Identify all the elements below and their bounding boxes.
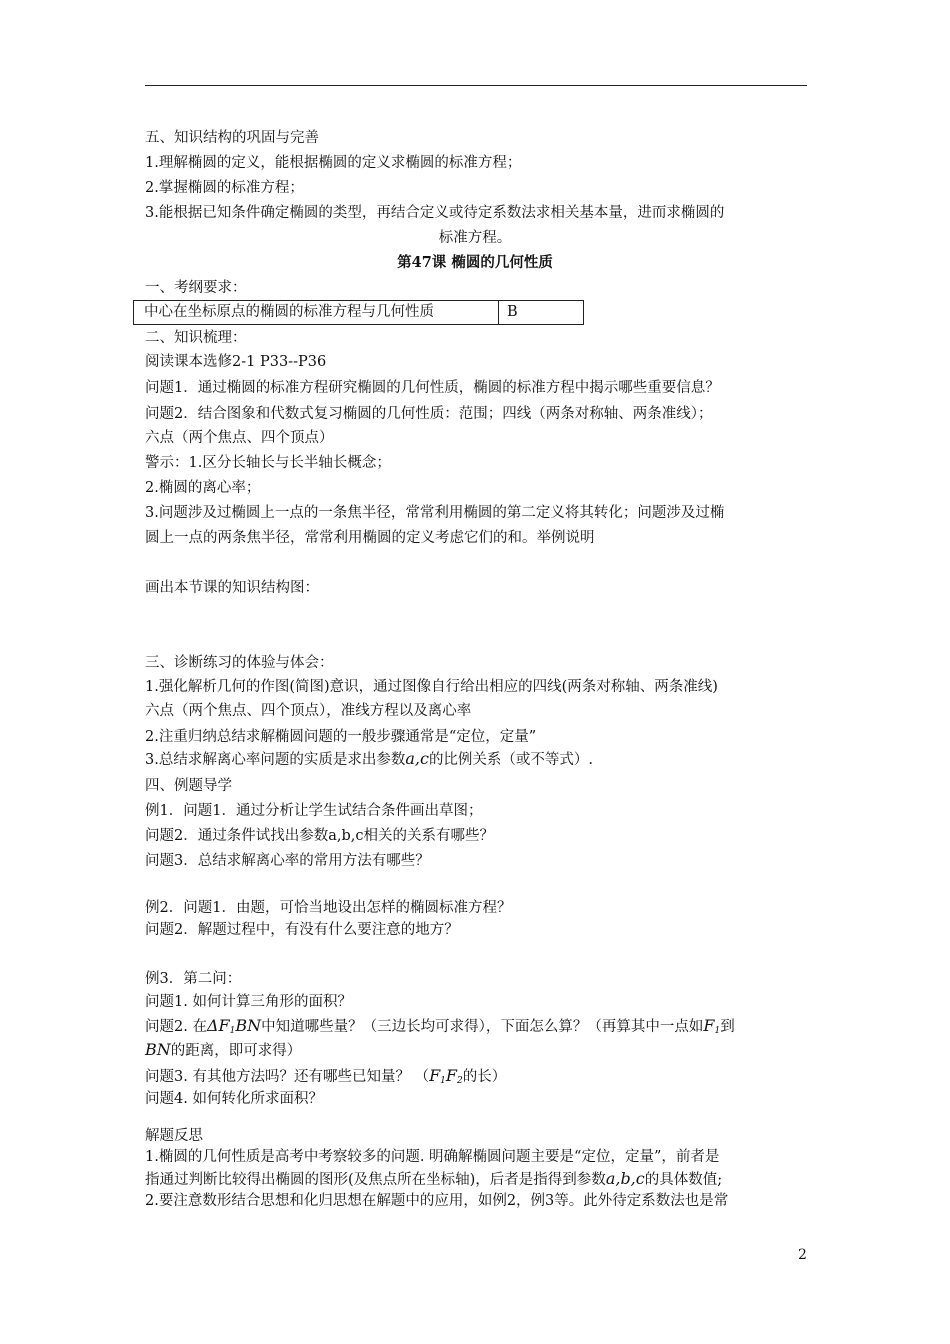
- diagnosis-point-2: 2.注重归纳总结求解椭圆问题的一般步骤通常是“定位，定量”: [145, 729, 537, 745]
- diagnosis-heading: 三、诊断练习的体验与体会：: [145, 655, 334, 671]
- example1-q1: 例1．问题1．通过分析让学生试结合条件画出草图；: [145, 803, 483, 819]
- example3-q2-text-c: 到: [720, 1019, 735, 1035]
- knowledge-warning-2: 2.椭圆的离心率；: [145, 480, 261, 496]
- example3-q3-text-b: 的长）: [462, 1069, 507, 1085]
- reflection-point-1-cont: [145, 1169, 722, 1190]
- example3-q3-text-a: 问题3. 有其他方法吗？还有哪些已知量？ （: [145, 1069, 430, 1085]
- example3-q2-text-b: 中知道哪些量？（三边长均可求得），下面怎么算？（再算其中一点如: [261, 1019, 704, 1035]
- draw-structure-prompt: 画出本节课的知识结构图：: [145, 580, 319, 596]
- knowledge-warning-3-cont: 圆上一点的两条焦半径，常常利用椭圆的定义考虑它们的和。举例说明: [145, 530, 595, 546]
- example3-q1: 问题1. 如何计算三角形的面积？: [145, 994, 352, 1010]
- focus-f1-formula: $F_1$: [703, 1016, 721, 1036]
- reading-line: 阅读课本选修2-1 P33--P36: [145, 354, 327, 370]
- syllabus-level-cell: B: [507, 304, 518, 320]
- syllabus-content-cell: 中心在坐标原点的椭圆的标准方程与几何性质: [134, 301, 499, 324]
- diagnosis-point-3-text-end: 的比例关系（或不等式）.: [428, 752, 594, 768]
- example2-q2: 问题2．解题过程中，有没有什么要注意的地方？: [145, 922, 459, 938]
- lesson-title: 第47课 椭圆的几何性质: [397, 254, 553, 271]
- section5-item-3: 3.能根据已知条件确定椭圆的类型，再结合定义或待定系数法求相关基本量，进而求椭圆的: [145, 205, 725, 221]
- reflection-point-1-text-a: 指通过判断比较得出椭圆的图形(及焦点所在坐标轴)，后者是指得到参数: [145, 1172, 606, 1188]
- reflection-heading: 解题反思: [145, 1128, 203, 1144]
- knowledge-q2-cont: 六点（两个焦点、四个顶点）: [145, 430, 334, 446]
- knowledge-q2: 问题2．结合图象和代数式复习椭圆的几何性质：范围；四线（两条对称轴、两条准线）；: [145, 406, 713, 422]
- triangle-f1bn-formula: $\Delta F_1BN$: [206, 1016, 262, 1036]
- example3-q2-cont: [145, 1040, 301, 1061]
- diagnosis-point-3: [145, 749, 593, 770]
- diagnosis-point-1: 1.强化解析几何的作图(简图)意识，通过图像自行给出相应的四线(两条对称轴、两条准线): [145, 679, 718, 695]
- section5-item-1: 1.理解椭圆的定义，能根据椭圆的定义求椭圆的标准方程；: [145, 155, 522, 171]
- header-rule: [145, 85, 807, 86]
- reflection-point-1: 1.椭圆的几何性质是高考中考察较多的问题. 明确解椭圆问题主要是“定位，定量”，前者是: [145, 1149, 720, 1165]
- page-number: 2: [798, 1247, 807, 1263]
- diagnosis-point-3-text: 3.总结求解离心率问题的实质是求出参数: [145, 752, 406, 768]
- syllabus-table: [133, 300, 584, 325]
- examples-heading: 四、例题导学: [145, 778, 232, 794]
- section5-item-3-cont: 标准方程。: [438, 230, 512, 246]
- knowledge-heading: 二、知识梳理：: [145, 330, 247, 346]
- section5-heading: 五、知识结构的巩固与完善: [145, 130, 319, 146]
- example2-q1: 例2．问题1．由题，可恰当地设出怎样的椭圆标准方程？: [145, 900, 512, 916]
- reflection-point-2: 2.要注意数形结合思想和化归思想在解题中的应用，如例2，例3等。此外待定系数法也是常: [145, 1193, 729, 1209]
- example1-q2: 问题2．通过条件试找出参数a,b,c相关的关系有哪些？: [145, 828, 494, 844]
- syllabus-heading: 一、考纲要求：: [145, 280, 247, 296]
- example3-q2: [145, 1016, 735, 1041]
- example3-q4: 问题4. 如何转化所求面积？: [145, 1091, 323, 1107]
- example3-heading: 例3．第二问：: [145, 971, 242, 987]
- knowledge-warning-3: 3.问题涉及过椭圆上一点的一条焦半径，常常利用椭圆的第二定义将其转化；问题涉及过椭: [145, 505, 725, 521]
- reflection-point-1-var: a,b,c: [605, 1169, 645, 1188]
- segment-f1f2-formula: $F_1F_2$: [429, 1066, 463, 1086]
- knowledge-q1: 问题1．通过椭圆的标准方程研究椭圆的几何性质，椭圆的标准方程中揭示哪些重要信息？: [145, 380, 720, 396]
- knowledge-warning: 警示：1.区分长轴长与长半轴长概念；: [145, 455, 391, 471]
- line-bn-formula: BN: [145, 1040, 171, 1059]
- example3-q2-text-a: 问题2. 在: [145, 1019, 207, 1035]
- diagnosis-point-1-cont: 六点（两个焦点、四个顶点），准线方程以及离心率: [145, 703, 472, 719]
- example3-q3: [145, 1066, 506, 1091]
- example3-q2-text-d: 的距离，即可求得）: [170, 1043, 302, 1059]
- reflection-point-1-text-b: 的具体数值;: [644, 1172, 723, 1188]
- section5-item-2: 2.掌握椭圆的标准方程；: [145, 180, 304, 196]
- example1-q3: 问题3．总结求解离心率的常用方法有哪些？: [145, 853, 430, 869]
- diagnosis-point-3-var: a,c: [405, 749, 429, 768]
